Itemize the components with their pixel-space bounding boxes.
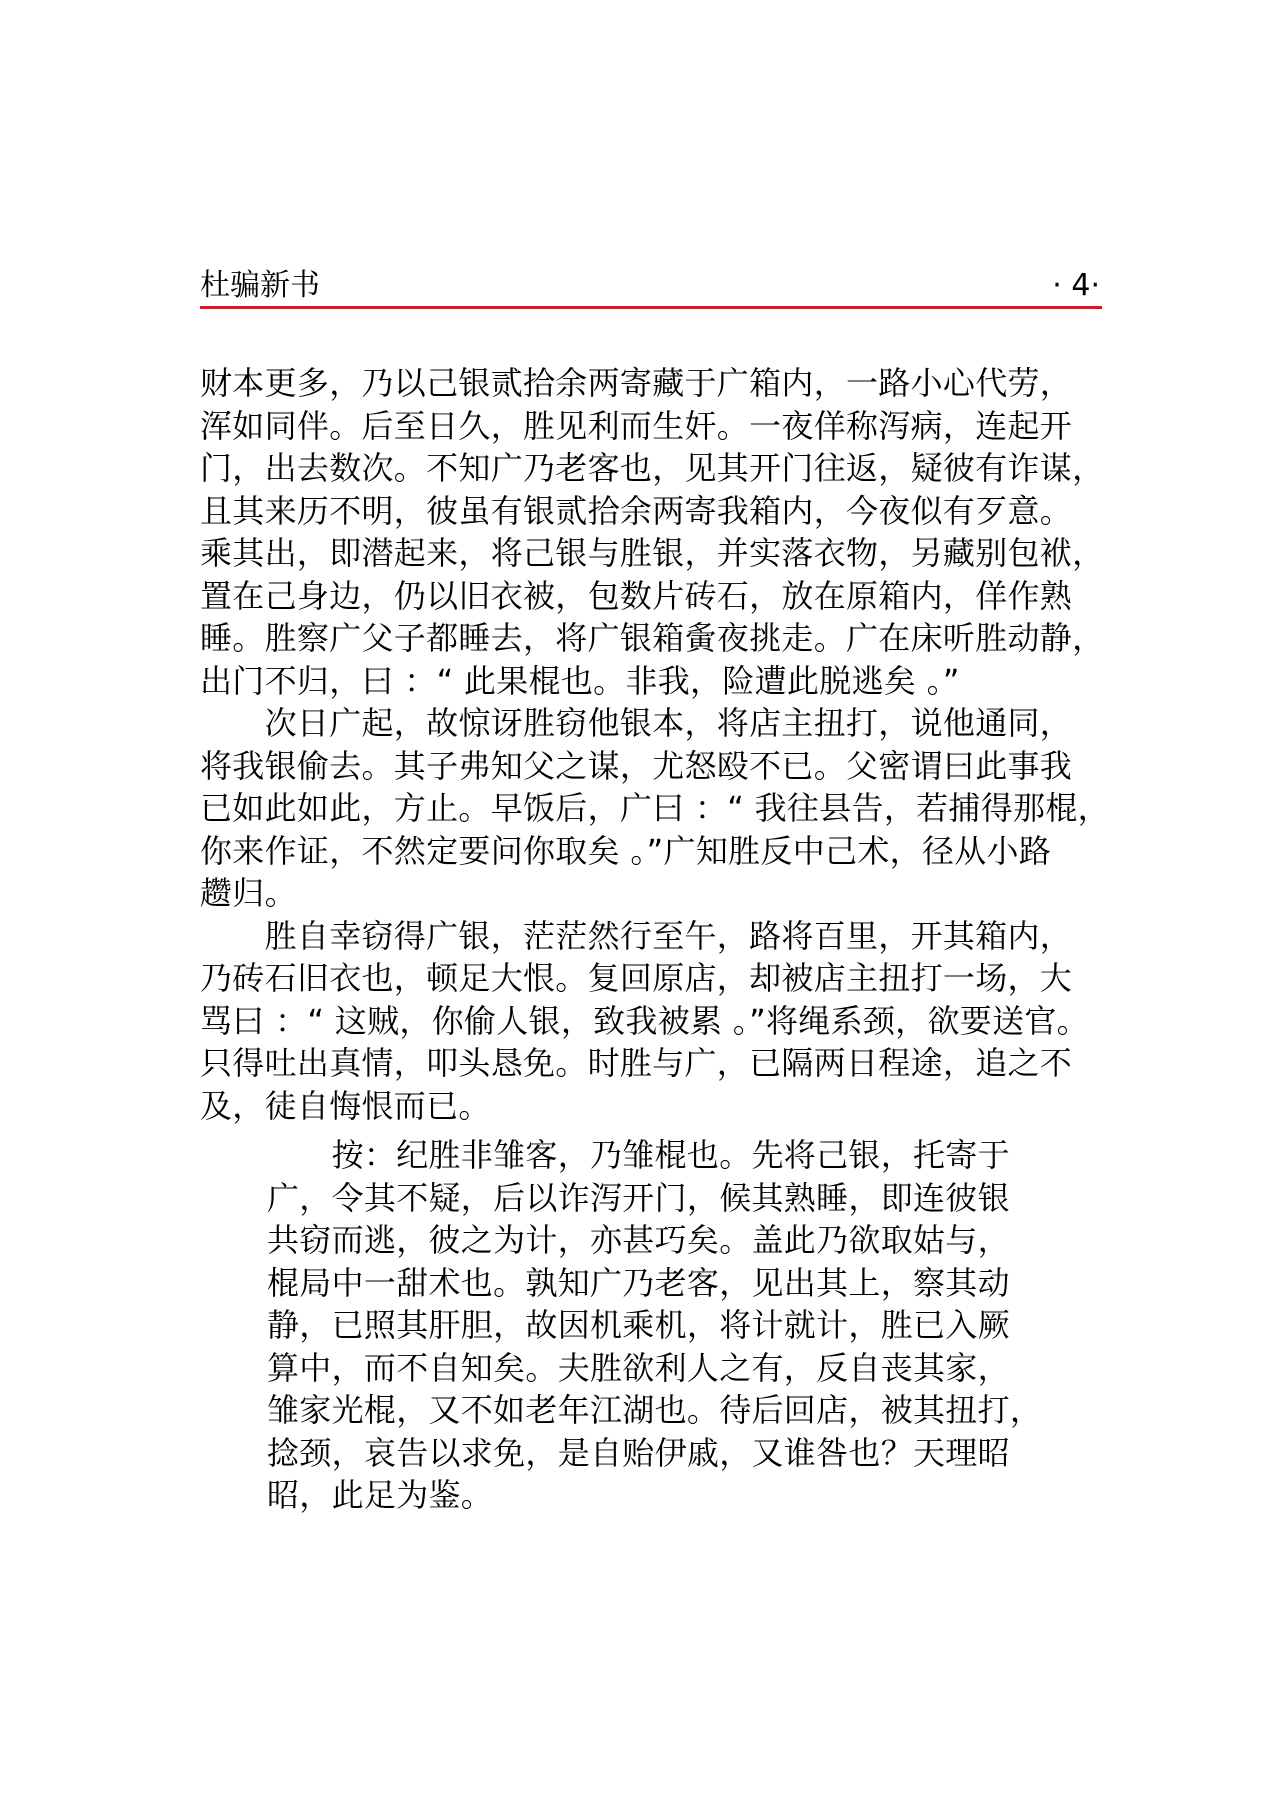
text-line: 财本更多，乃以己银贰拾余两寄藏于广箱内，一路小心代劳， [200, 364, 1073, 402]
text-line: 睡。胜察广父子都睡去，将广银箱夤夜挑走。广在床听胜动静， [200, 619, 1105, 657]
text-line: 浑如同伴。后至日久，胜见利而生奸。一夜佯称泻病，连起开 [200, 406, 1073, 445]
text-line: 将我银偷去。其子弗知父之谋，尤怒殴不已。父密谓曰此事我 [200, 746, 1073, 785]
text-line: 你来作证，不然定要问你取矣 。”广知胜反中己术，径从小路 [200, 831, 1052, 870]
main-text [200, 362, 1130, 1127]
text-line: 次日广起，故惊讶胜窃他银本，将店主扭打，说他通同， [200, 704, 1073, 742]
page-number: · 4· [1052, 268, 1100, 303]
text-line: 趱归。 [200, 874, 297, 912]
text-line: 骂曰 ：“ 这贼，你偷人银，致我被累 。”将绳系颈，欲要送官。 [200, 1001, 1089, 1040]
text-line: 及，徒自悔恨而已。 [200, 1086, 491, 1125]
note-line: 雏家光棍，又不如老年江湖也。待后回店，被其扭打， [267, 1391, 1043, 1429]
text-line: 只得吐出真情，叩头恳免。时胜与广，已隔两日程途，追之不 [200, 1044, 1073, 1082]
text-line: 且其来历不明，彼虽有银贰拾余两寄我箱内，今夜似有歹意。 [200, 491, 1073, 530]
text-line: 胜自幸窃得广银，茫茫然行至午，路将百里，开其箱内， [200, 916, 1073, 955]
text-line: 门，出去数次。不知广乃老客也，见其开门往返，疑彼有诈谋， [200, 449, 1105, 487]
text-line: 乃砖石旧衣也，顿足大恨。复回原店，却被店主扭打一场，大 [200, 959, 1073, 997]
page-header [200, 268, 1102, 310]
note-line: 算中，而不自知矣。夫胜欲利人之有，反自丧其家， [267, 1348, 1010, 1387]
note-line: 静，已照其肝胆，故因机乘机，将计就计，胜已入厥 [267, 1306, 1010, 1344]
note-line: 按：纪胜非雏客，乃雏棍也。先将己银，托寄于 [267, 1136, 1010, 1174]
note-line: 广，令其不疑，后以诈泻开门，候其熟睡，即连彼银 [267, 1178, 1010, 1217]
header-rule [200, 306, 1102, 309]
note-line: 共窃而逃，彼之为计，亦甚巧矣。盖此乃欲取姑与， [267, 1221, 1010, 1259]
note-line: 捻颈，哀告以求免，是自贻伊戚，又谁咎也？天理昭 [267, 1433, 1010, 1472]
running-title: 杜骗新书 [200, 268, 320, 303]
text-line: 已如此如此，方止。早饭后，广曰 ：“ 我往县告，若捕得那棍， [200, 789, 1110, 827]
text-line: 置在己身边，仍以旧衣被，包数片砖石，放在原箱内，佯作熟 [200, 576, 1073, 615]
text-line: 乘其出，即潜起来，将己银与胜银，并实落衣物，另藏别包袱， [200, 534, 1105, 572]
note-line: 棍局中一甜术也。孰知广乃老客，见出其上，察其动 [267, 1263, 1010, 1302]
text-line: 出门不归，曰 ：“ 此果棍也。非我，险遭此脱逃矣 。” [200, 661, 960, 700]
note-line: 昭，此足为鉴。 [267, 1476, 494, 1514]
commentary-note [267, 1134, 1067, 1517]
